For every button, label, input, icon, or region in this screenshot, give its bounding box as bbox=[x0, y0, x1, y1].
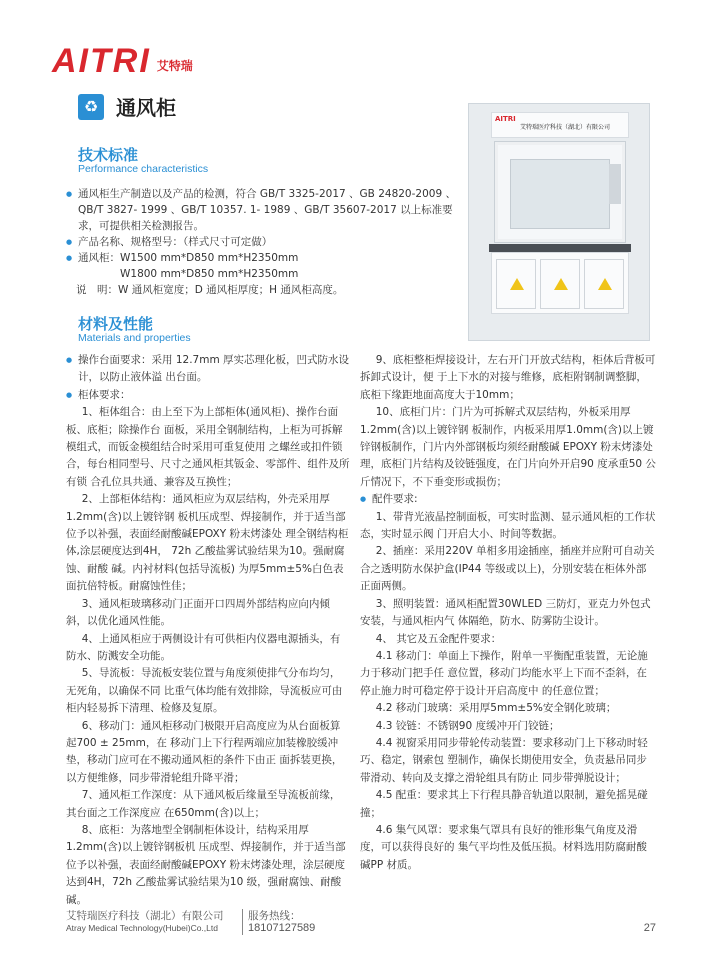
footer-company-en: Atray Medical Technology(Hubei)Co.,Ltd bbox=[66, 923, 218, 933]
recycle-icon: ♻ bbox=[78, 94, 104, 120]
cabinet-base bbox=[491, 252, 629, 314]
section-subtitle-materials: Materials and properties bbox=[78, 332, 191, 344]
spec-paragraph: 4.3 铰链：不锈钢90 度缓冲开门铰链； bbox=[375, 719, 560, 732]
spec-paragraph: 2、插座：采用220V 单相多用途插座，插座并应附可自动关合之透明防水保护盒(IP44 等级或以上)，分别安装在柜体外部正面两侧。 bbox=[360, 545, 655, 593]
logo-text: AITRI bbox=[52, 42, 151, 80]
tech-item: ● 通风柜：W1500 mm*D850 mm*H2350mm bbox=[66, 250, 466, 266]
page-title: 通风柜 bbox=[116, 96, 176, 120]
cabinet-header bbox=[491, 112, 629, 138]
brand-logo bbox=[52, 40, 193, 80]
tech-item: W1800 mm*D850 mm*H2350mm bbox=[120, 268, 299, 280]
tech-item: ● 通风柜生产制造以及产品的检测，符合 GB/T 3325-2017 、GB 24820-2009 、QB/T 3827- 1999 、GB/T 10357. 1- 1989 、GB/T 35607-2017 以上标准要求，可提供相关检测报告。 bbox=[66, 186, 466, 234]
spec-paragraph: 4.5 配重：要求其上下行程具静音轨道以限制，避免摇晃碰撞； bbox=[360, 789, 648, 819]
spec-paragraph: 3、通风柜玻璃移动门正面开口四周外部结构应向内倾斜，以优化通风性能。 bbox=[66, 597, 330, 628]
section-subtitle-tech: Performance characteristics bbox=[78, 163, 209, 175]
spec-paragraph: 4.2 移动门玻璃：采用厚5mm±5%安全钢化玻璃； bbox=[375, 702, 617, 715]
spec-paragraph: ● 配件要求: bbox=[360, 491, 656, 508]
tech-item: ● 产品名称、规格型号：（样式尺寸可定做） bbox=[66, 234, 466, 250]
logo-cn-text: 艾特瑞 bbox=[156, 59, 193, 73]
footer-divider bbox=[242, 909, 243, 935]
footer-company-cn: 艾特瑞医疗科技（湖北）有限公司 bbox=[66, 910, 224, 922]
footer-phone: 18107127589 bbox=[248, 922, 316, 934]
cabinet-door bbox=[540, 259, 580, 309]
fume-hood-photo bbox=[468, 103, 650, 341]
spec-paragraph: ● 柜体要求： bbox=[66, 387, 350, 404]
tech-note: 说 明：W 通风柜宽度；D 通风柜厚度；H 通风柜高度。 bbox=[76, 284, 344, 296]
spec-paragraph: 6、移动门：通风柜移动门极限开启高度应为从台面板算起700 ± 25mm，在 移动门上下行程两端应加装橡胶缓冲垫，移动门应可在不搬动通风柜的条件下由正 面拆装更换，以方便维修，同步带滑轮组升降平滑； bbox=[66, 719, 343, 784]
page-number: 27 bbox=[643, 922, 656, 934]
spec-paragraph: 7、通风柜工作深度：从下通风板后缘量至导流板前缘，其台面之工作深度应 在650mm(含)以上； bbox=[66, 789, 341, 819]
materials-left-column bbox=[66, 352, 350, 909]
cabinet-door bbox=[584, 259, 624, 309]
spec-paragraph: 8、底柜：为落地型全钢制柜体设计，结构采用厚1.2mm(含)以上镀锌钢板机 压成型、焊接制作，并于适当部位予以补强，表面经耐酸碱EPOXY 粉末烤漆处理，涂层硬度达到4H，72h 乙酸盐雾试验结果为10 级，强耐腐蚀、耐酸碱。 bbox=[66, 823, 346, 906]
page-title-row bbox=[78, 92, 176, 121]
spec-paragraph: 1、带背光液晶控制面板，可实时监测、显示通风柜的工作状态，实时显示阀 门开启大小、时间等数据。 bbox=[360, 510, 656, 541]
cabinet-name: 艾特瑞医疗科技（湖北）有限公司 bbox=[520, 124, 611, 131]
warning-icon bbox=[510, 278, 524, 290]
cabinet-brand: AITRI bbox=[495, 115, 516, 123]
page-footer bbox=[66, 908, 656, 938]
section-title-materials: 材料及性能 bbox=[78, 315, 154, 333]
spec-paragraph: 4.1 移动门：单面上下操作，附单一平衡配重装置，无论施力于移动门把手任 意位置，移动门均能水平上下而不歪斜，在停止施力时可稳定停于设计开启高度中 的任意位置； bbox=[360, 649, 648, 697]
spec-paragraph: 4.4 视窗采用同步带轮传动装置：要求移动门上下移动时轻巧、稳定，钢索包 塑制作，确保长期使用安全，负责悬吊同步带滑动、转向及支撑之滑轮组具有防止 同步带弹脱设计； bbox=[360, 736, 648, 784]
warning-icon bbox=[554, 278, 568, 290]
cabinet-chamber bbox=[510, 159, 610, 229]
footer-service-label: 服务热线： bbox=[248, 910, 301, 922]
spec-paragraph: 9、底柜整柜焊接设计，左右开门开放式结构，柜体后背板可拆卸式设计，便 于上下水的对接与维修，底柜附钢制调整脚，底柜下缘距地面高度大于10mm； bbox=[360, 354, 656, 401]
cabinet-control-panel bbox=[609, 164, 621, 204]
cabinet-worktop bbox=[489, 244, 631, 252]
tech-standards bbox=[66, 186, 466, 298]
spec-paragraph: 3、照明装置：通风柜配置30WLED 三防灯，亚克力外包式安装，与通风柜内气 体隔绝，防水、防雾防尘设计。 bbox=[360, 597, 651, 628]
warning-icon bbox=[598, 278, 612, 290]
spec-paragraph: 4、 其它及五金配件要求： bbox=[375, 632, 502, 645]
spec-paragraph: 4.6 集气风罩：要求集气罩具有良好的锥形集气角度及滑度，可以获得良好的 集气平均性及低压损。材料选用防腐耐酸碱PP 材质。 bbox=[360, 823, 647, 871]
spec-paragraph: 10、底柜门片：门片为可拆解式双层结构，外板采用厚1.2mm(含)以上镀锌钢 板制作，内板采用厚1.0mm(含)以上镀锌钢板制作，门片内外部钢板均须经耐酸碱 EPOXY 粉末烤漆处理，底柜门片结构及铰链强度，在门片向外开启90 度承重50 公 斤情况下，不下垂变形或损伤； bbox=[360, 406, 656, 488]
spec-paragraph: 5、导流板：导流板安装位置与角度须使排气分布均匀，无死角，以确保不同 比重气体均能有效排除，导流板应可由柜内轻易拆下清理、检修及复原。 bbox=[66, 667, 343, 715]
spec-paragraph: 1、柜体组合：由上至下为上部柜体(通风柜)、操作台面板、底柜；除操作台 面板，采用全钢制结构，上柜为可拆解模组式，而钣金模组结合时采用可重复使用 之螺丝或扣件锁合，每台相同型号、尺寸之通风柜其钣金、零部件、组件及所有锁 合孔位具共通、兼容及互换性； bbox=[66, 406, 350, 488]
spec-paragraph: 2、上部柜体结构：通风柜应为双层结构，外壳采用厚1.2mm(含)以上镀锌钢 板机压成型、焊接制作，并于适当部位予以补强，表面经耐酸碱EPOXY 粉末烤漆处 理全钢结构柜体,涂层硬度达到4H， 72h 乙酸盐雾试验结果为10。强耐腐蚀、耐酸 碱。内衬材料(包括导流板) 为厚5mm±5%白色表面抗倍特板。耐腐蚀性佳； bbox=[66, 493, 349, 593]
materials-right-column bbox=[360, 352, 656, 874]
cabinet-sash bbox=[495, 142, 625, 242]
section-title-tech: 技术标准 bbox=[78, 146, 139, 164]
spec-paragraph: 4、上通风柜应于两侧设计有可供柜内仪器电源插头，有防水、防溅安全功能。 bbox=[66, 632, 341, 662]
spec-paragraph: ● 操作台面要求：采用 12.7mm 厚实芯理化板，凹式防水设计，以防止液体溢 出台面。 bbox=[66, 352, 350, 387]
cabinet-door bbox=[496, 259, 536, 309]
